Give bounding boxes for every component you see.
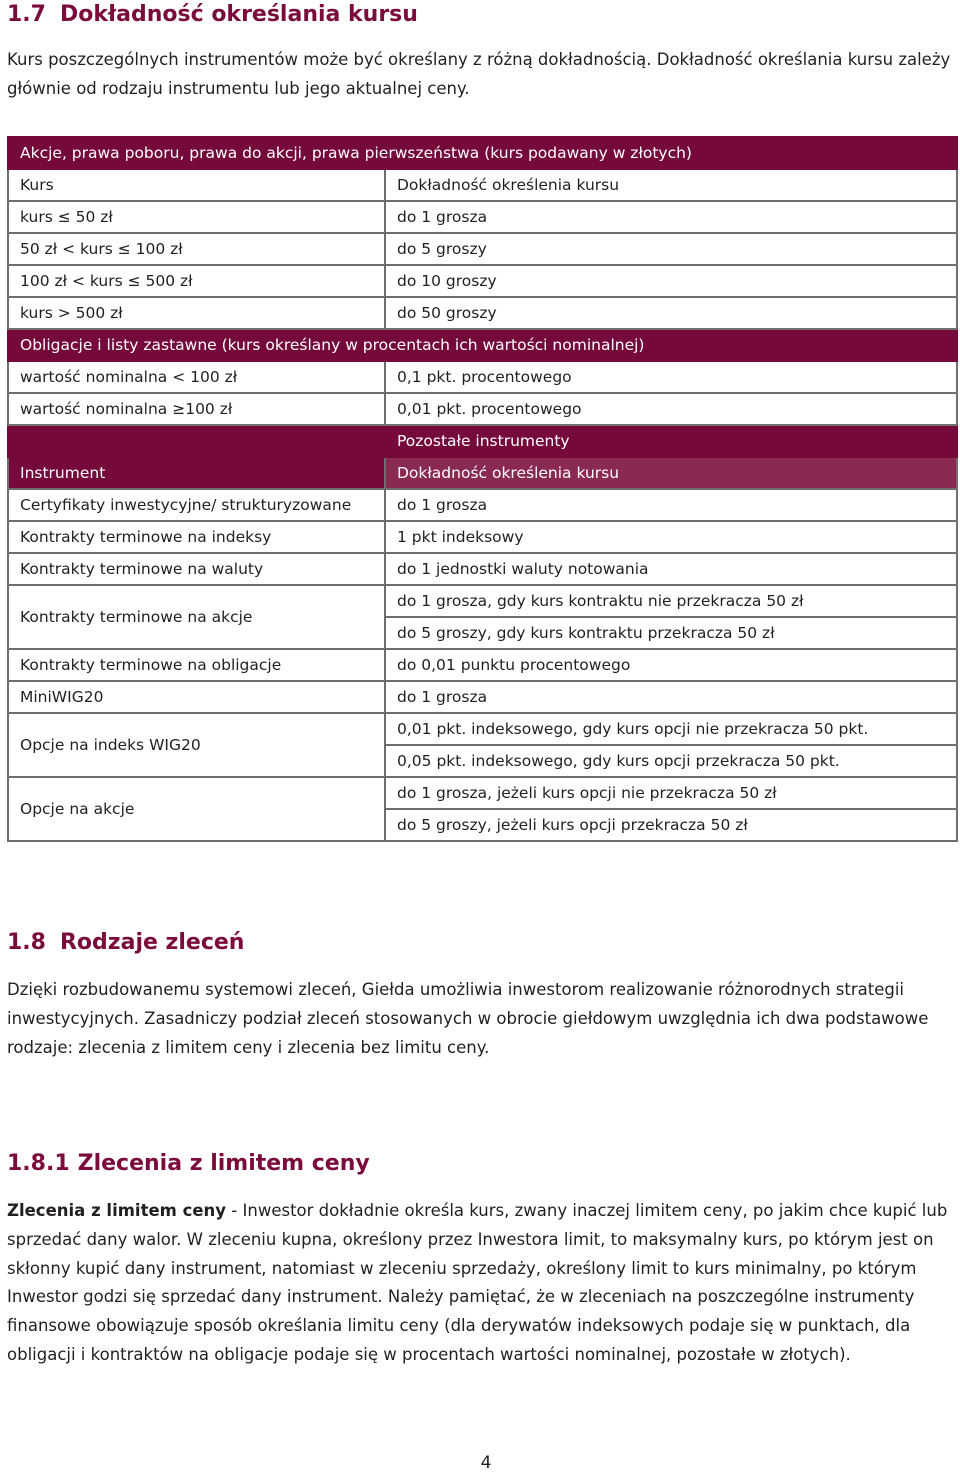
instrument-cell: Opcje na indeks WIG20 xyxy=(8,713,385,777)
instrument-cell: Kontrakty terminowe na waluty xyxy=(8,553,385,585)
section-heading-1-8 xyxy=(7,930,244,955)
instrument-cell: MiniWIG20 xyxy=(8,681,385,713)
section-number: 1.7 xyxy=(7,2,46,27)
column-header-dokladnosc: Dokładność określenia kursu xyxy=(385,169,957,201)
instrument-cell: Kontrakty terminowe na indeksy xyxy=(8,521,385,553)
table-row xyxy=(8,361,957,393)
table-row xyxy=(8,553,957,585)
precision-cell: do 5 groszy xyxy=(385,233,957,265)
table-section-header-akcje xyxy=(8,137,957,169)
table-row xyxy=(8,649,957,681)
column-header-kurs: Kurs xyxy=(8,169,385,201)
precision-line: do 5 groszy, gdy kurs kontraktu przekracza 50 zł xyxy=(386,616,956,648)
precision-cell: do 1 grosza xyxy=(385,681,957,713)
precision-cell: 0,1 pkt. procentowego xyxy=(385,361,957,393)
instrument-cell: Kontrakty terminowe na obligacje xyxy=(8,649,385,681)
precision-line: do 1 grosza, gdy kurs kontraktu nie przekracza 50 zł xyxy=(397,592,804,610)
table-column-header-row xyxy=(8,169,957,201)
precision-line: do 5 groszy, jeżeli kurs opcji przekracza 50 zł xyxy=(386,808,956,840)
section-header-cell: Obligacje i listy zastawne (kurs określany w procentach ich wartości nominalnej) xyxy=(8,329,957,361)
precision-line: 0,01 pkt. indeksowego, gdy kurs opcji nie przekracza 50 pkt. xyxy=(397,720,869,738)
column-header-instrument: Instrument xyxy=(8,457,385,489)
precision-cell xyxy=(385,713,957,777)
section-title: Dokładność określania kursu xyxy=(59,2,418,27)
table-row xyxy=(8,713,957,777)
table-row xyxy=(8,265,957,297)
column-header-dokladnosc: Dokładność określenia kursu xyxy=(385,457,957,489)
table-row xyxy=(8,585,957,649)
table-row xyxy=(8,777,957,841)
intro-paragraph: Kurs poszczególnych instrumentów może być określany z różną dokładnością. Dokładność określania kursu zależy głównie od rodzaju instrumentu lub jego aktualnej ceny. xyxy=(7,50,951,98)
table-row xyxy=(8,489,957,521)
table-row xyxy=(8,681,957,713)
table-row xyxy=(8,393,957,425)
section-header-cell: Akcje, prawa poboru, prawa do akcji, prawa pierwszeństwa (kurs podawany w złotych) xyxy=(8,137,957,169)
precision-cell: do 50 groszy xyxy=(385,297,957,329)
page-number: 4 xyxy=(480,1453,492,1473)
kurs-cell: 100 zł < kurs ≤ 500 zł xyxy=(8,265,385,297)
section-header-cell: Pozostałe instrumenty xyxy=(385,425,957,457)
section-number: 1.8 xyxy=(7,930,46,955)
table-row xyxy=(8,233,957,265)
section-title: Zlecenia z limitem ceny xyxy=(77,1151,370,1176)
table-section-header-pozostale xyxy=(8,425,957,457)
precision-cell: do 0,01 punktu procentowego xyxy=(385,649,957,681)
precision-cell xyxy=(385,585,957,649)
table-row xyxy=(8,297,957,329)
section-1-8-1-paragraph xyxy=(7,1197,955,1370)
precision-cell: do 1 jednostki waluty notowania xyxy=(385,553,957,585)
precision-cell: 1 pkt indeksowy xyxy=(385,521,957,553)
table-column-header-row xyxy=(8,457,957,489)
precision-cell: 0,01 pkt. procentowego xyxy=(385,393,957,425)
instrument-cell: Certyfikaty inwestycyjne/ strukturyzowane xyxy=(8,489,385,521)
section-heading-1-8-1 xyxy=(7,1151,370,1176)
table-section-header-obligacje xyxy=(8,329,957,361)
precision-line: 0,05 pkt. indeksowego, gdy kurs opcji przekracza 50 pkt. xyxy=(386,744,956,776)
precision-cell: do 1 grosza xyxy=(385,201,957,233)
section-number: 1.8.1 xyxy=(7,1151,70,1176)
kurs-cell: wartość nominalna < 100 zł xyxy=(8,361,385,393)
table-row xyxy=(8,521,957,553)
kurs-cell: kurs > 500 zł xyxy=(8,297,385,329)
section-1-8-paragraph: Dzięki rozbudowanemu systemowi zleceń, Giełda umożliwia inwestorom realizowanie różnorodnych strategii inwestycyjnych. Zasadniczy podział zleceń stosowanych w obrocie giełdowym uwzględnia ich dwa podstawowe rodzaje: zlecenia z limitem ceny i zlecenia bez limitu ceny. xyxy=(7,980,929,1057)
section-title: Rodzaje zleceń xyxy=(59,930,245,955)
precision-cell: do 10 groszy xyxy=(385,265,957,297)
paragraph-text: - Inwestor dokładnie określa kurs, zwany inaczej limitem ceny, po jakim chce kupić lub sprzedać dany walor. W zleceniu kupna, określony przez Inwestora limit, to maksymalny kurs, po którym jest on skłonny kupić dany instrument, natomiast w zleceniu sprzedaży, określony limit to kurs minimalny, po którym Inwestor godzi się sprzedać dany instrument. Należy pamiętać, że w zleceniach na poszczególne instrumenty finansowe obowiązuje sposób określania limitu ceny (dla derywatów indeksowych podaje się w punktach, dla obligacji i kontraktów na obligacje podaje się w procentach wartości nominalnej, pozostałe w złotych). xyxy=(7,1201,948,1364)
precision-cell: do 1 grosza xyxy=(385,489,957,521)
section-heading-1-7 xyxy=(7,2,418,27)
instrument-cell: Kontrakty terminowe na akcje xyxy=(8,585,385,649)
kurs-cell: wartość nominalna ≥100 zł xyxy=(8,393,385,425)
precision-line: do 1 grosza, jeżeli kurs opcji nie przekracza 50 zł xyxy=(397,784,777,802)
kurs-cell: 50 zł < kurs ≤ 100 zł xyxy=(8,233,385,265)
lead-term: Zlecenia z limitem ceny xyxy=(7,1201,227,1220)
section-header-spacer xyxy=(8,425,385,457)
instrument-cell: Opcje na akcje xyxy=(8,777,385,841)
precision-cell xyxy=(385,777,957,841)
table-row xyxy=(8,201,957,233)
precision-table xyxy=(7,136,958,842)
kurs-cell: kurs ≤ 50 zł xyxy=(8,201,385,233)
